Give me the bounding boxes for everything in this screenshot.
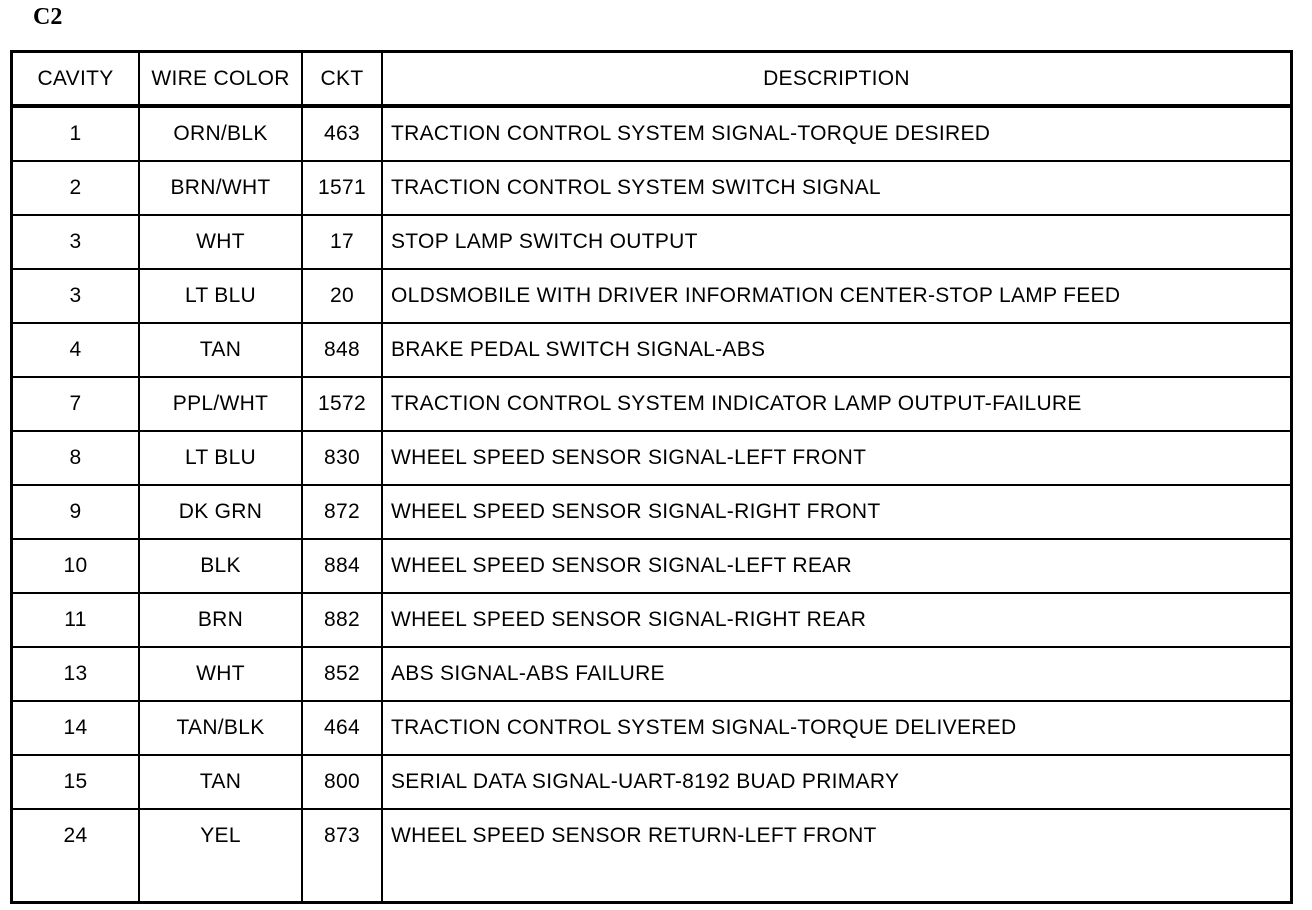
description-cell: TRACTION CONTROL SYSTEM SWITCH SIGNAL bbox=[391, 176, 881, 199]
wire-color-cell: TAN/BLK bbox=[176, 716, 265, 739]
header-cavity: CAVITY bbox=[37, 66, 114, 90]
ckt-cell: 17 bbox=[330, 230, 354, 253]
table-row bbox=[13, 486, 1290, 540]
wire-color-cell: PPL/WHT bbox=[172, 392, 269, 415]
description-cell: TRACTION CONTROL SYSTEM INDICATOR LAMP OUTPUT-FAILURE bbox=[391, 392, 1082, 415]
header-ckt: CKT bbox=[320, 66, 364, 90]
description-cell: WHEEL SPEED SENSOR RETURN-LEFT FRONT bbox=[391, 824, 877, 847]
cavity-cell: 4 bbox=[69, 338, 82, 361]
description-cell: BRAKE PEDAL SWITCH SIGNAL-ABS bbox=[391, 338, 766, 361]
ckt-cell: 1572 bbox=[318, 392, 366, 415]
ckt-cell: 873 bbox=[324, 824, 360, 847]
cavity-cell: 8 bbox=[69, 446, 82, 469]
description-cell: TRACTION CONTROL SYSTEM SIGNAL-TORQUE DELIVERED bbox=[391, 716, 1017, 739]
table-row bbox=[13, 702, 1290, 756]
cavity-cell: 9 bbox=[69, 500, 82, 523]
ckt-cell: 1571 bbox=[318, 176, 366, 199]
table-row bbox=[13, 432, 1290, 486]
cavity-cell: 14 bbox=[63, 716, 88, 739]
connector-caption: C2 bbox=[33, 4, 63, 30]
description-cell: WHEEL SPEED SENSOR SIGNAL-RIGHT REAR bbox=[391, 608, 867, 631]
ckt-cell: 882 bbox=[324, 608, 360, 631]
table-row bbox=[13, 162, 1290, 216]
description-cell: ABS SIGNAL-ABS FAILURE bbox=[391, 662, 665, 685]
connector-table bbox=[10, 50, 1293, 904]
ckt-cell: 884 bbox=[324, 554, 360, 577]
wire-color-cell: BLK bbox=[200, 554, 241, 577]
wire-color-cell: TAN bbox=[199, 338, 242, 361]
table-header-row bbox=[13, 53, 1290, 108]
wire-color-cell: BRN/WHT bbox=[170, 176, 271, 199]
description-cell: SERIAL DATA SIGNAL-UART-8192 BUAD PRIMARY bbox=[391, 770, 900, 793]
table-row bbox=[13, 648, 1290, 702]
wire-color-cell: LT BLU bbox=[184, 284, 257, 307]
wire-color-cell: DK GRN bbox=[178, 500, 263, 523]
cavity-cell: 24 bbox=[63, 824, 88, 847]
table-row bbox=[13, 324, 1290, 378]
ckt-cell: 464 bbox=[324, 716, 360, 739]
description-cell: TRACTION CONTROL SYSTEM SIGNAL-TORQUE DESIRED bbox=[391, 122, 991, 145]
wire-color-cell: TAN bbox=[199, 770, 242, 793]
table-body bbox=[13, 53, 1290, 862]
wire-color-cell: YEL bbox=[200, 824, 241, 847]
wire-color-cell: ORN/BLK bbox=[173, 122, 268, 145]
cavity-cell: 15 bbox=[63, 770, 88, 793]
wire-color-cell: LT BLU bbox=[184, 446, 257, 469]
table-row bbox=[13, 270, 1290, 324]
description-cell: WHEEL SPEED SENSOR SIGNAL-RIGHT FRONT bbox=[391, 500, 881, 523]
cavity-cell: 13 bbox=[63, 662, 88, 685]
ckt-cell: 20 bbox=[330, 284, 354, 307]
cavity-cell: 11 bbox=[64, 608, 87, 631]
table-row bbox=[13, 810, 1290, 862]
table-row bbox=[13, 756, 1290, 810]
wire-color-cell: WHT bbox=[196, 230, 245, 253]
ckt-cell: 872 bbox=[324, 500, 360, 523]
ckt-cell: 848 bbox=[324, 338, 360, 361]
wire-color-cell: BRN bbox=[197, 608, 244, 631]
description-cell: STOP LAMP SWITCH OUTPUT bbox=[391, 230, 698, 253]
description-cell: OLDSMOBILE WITH DRIVER INFORMATION CENTER-STOP LAMP FEED bbox=[391, 284, 1121, 307]
cavity-cell: 2 bbox=[69, 176, 82, 199]
ckt-cell: 852 bbox=[324, 662, 360, 685]
cavity-cell: 3 bbox=[69, 230, 82, 253]
cavity-cell: 7 bbox=[69, 392, 82, 415]
table-row bbox=[13, 216, 1290, 270]
ckt-cell: 800 bbox=[324, 770, 360, 793]
description-cell: WHEEL SPEED SENSOR SIGNAL-LEFT FRONT bbox=[391, 446, 867, 469]
table-row bbox=[13, 540, 1290, 594]
cavity-cell: 3 bbox=[69, 284, 82, 307]
table-row bbox=[13, 594, 1290, 648]
description-cell: WHEEL SPEED SENSOR SIGNAL-LEFT REAR bbox=[391, 554, 852, 577]
wire-color-cell: WHT bbox=[196, 662, 245, 685]
cavity-cell: 10 bbox=[63, 554, 88, 577]
ckt-cell: 830 bbox=[324, 446, 360, 469]
ckt-cell: 463 bbox=[324, 122, 360, 145]
table-row bbox=[13, 378, 1290, 432]
cavity-cell: 1 bbox=[69, 122, 82, 145]
table-row bbox=[13, 108, 1290, 162]
header-wire-color: WIRE COLOR bbox=[151, 66, 290, 90]
header-description: DESCRIPTION bbox=[763, 66, 910, 90]
